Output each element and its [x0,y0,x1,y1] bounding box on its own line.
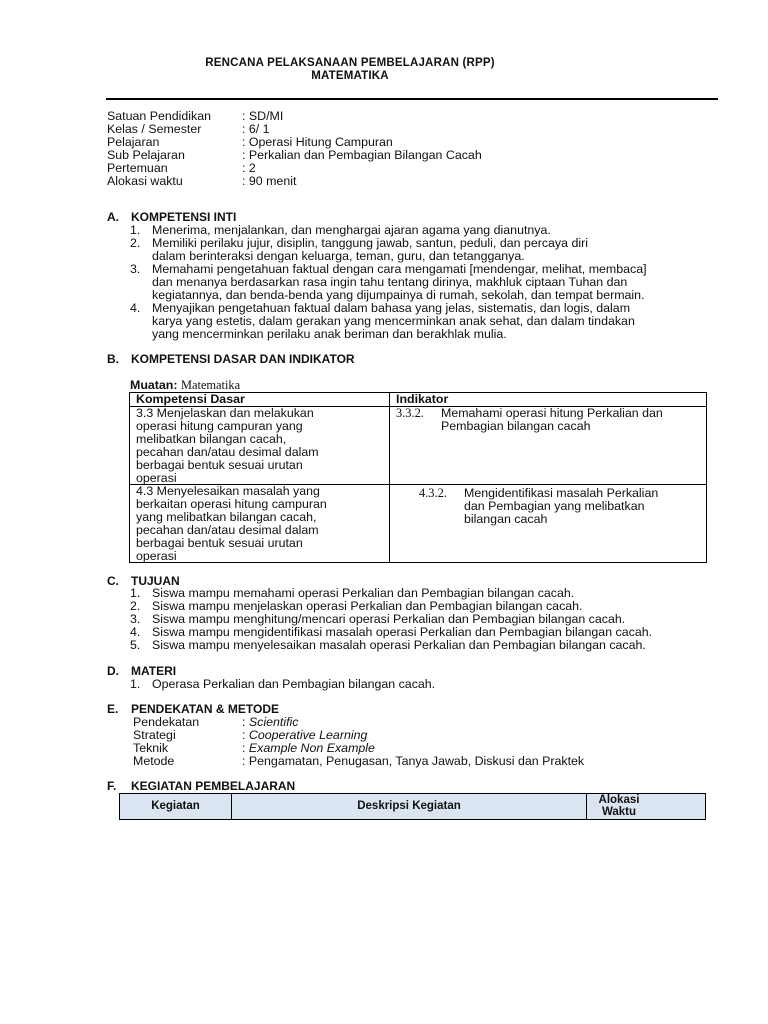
deskripsi-header-label: Deskripsi Kegiatan [357,800,461,812]
identity-label: Sub Pelajaran [107,148,185,162]
identity-row [107,162,707,175]
pendekatan-value-emphasis: Scientific [248,715,299,729]
indikator-row-2-cell [389,484,707,563]
indikator-row-1-text [441,407,663,433]
kd-row-2-cell [129,484,390,563]
muatan-value: Matematika [180,378,241,392]
kd-line: operasi [136,471,177,485]
pendekatan-value-prefix: : [242,728,249,742]
section-letter: F. [107,779,117,793]
identity-row [107,175,707,188]
identity-value: : Operasi Hitung Campuran [242,135,393,149]
identity-value: : Perkalian dan Pembagian Bilangan Cacah [242,148,482,162]
item-number: 4. [130,625,141,639]
kd-row-1-cell [129,406,390,485]
kd-row-1-text [136,407,319,485]
item-text: Siswa mampu memahami operasi Perkalian dan Pembagian bilangan cacah. [152,586,575,600]
kd-line: 3.3 Menjelaskan dan melakukan [136,406,314,420]
indikator-line: Pembagian bilangan cacah [441,419,591,433]
kd-line: pecahan dan/atau desimal dalam [136,445,319,459]
item-text [152,302,715,341]
item-number: 3. [130,262,141,276]
item-number: 2. [130,599,141,613]
kd-line: yang melibatkan bilangan cacah, [136,510,317,524]
item-number: 2. [130,236,141,250]
materi-item [130,678,715,691]
alokasi-header-cell [586,793,706,820]
pendekatan-value [242,755,584,768]
item-text: Siswa mampu menjelaskan operasi Perkalian dan Pembagian bilangan cacah. [152,599,583,613]
identity-value: : 90 menit [242,174,297,188]
item-line: Menerima, menjalankan, dan menghargai ajaran agama yang dianutnya. [152,223,551,237]
identity-value: : 2 [242,161,256,175]
indikator-line: bilangan cacah [464,512,548,526]
item-number: 1. [130,677,141,691]
pendekatan-label: Strategi [133,728,176,742]
item-number: 4. [130,301,141,315]
section-title: KEGIATAN PEMBELAJARAN [131,779,296,793]
kd-line: berbagai bentuk sesuai urutan [136,458,303,472]
indikator-header-label: Indikator [396,392,449,406]
pendekatan-label: Metode [133,754,175,768]
indikator-row-1-num: 3.3.2. [396,406,424,420]
kd-line: berbagai bentuk sesuai urutan [136,536,303,550]
indikator-line: dan Pembagian yang melibatkan [464,499,645,513]
item-text: Siswa mampu menghitung/mencari operasi Perkalian dan Pembagian bilangan cacah. [152,612,626,626]
item-line: yang mencerminkan perilaku anak beriman dan berakhlak mulia. [152,327,507,341]
pendekatan-row [133,755,693,768]
document-subtitle: MATEMATIKA [311,70,389,82]
kompetensi-inti-item [130,302,715,341]
item-number: 1. [130,586,141,600]
section-title: KOMPETENSI INTI [131,210,237,224]
item-text: Siswa mampu mengidentifikasi masalah operasi Perkalian dan Pembagian bilangan cacah. [152,625,653,639]
item-line: Memahami pengetahuan faktual dengan cara mengamati [mendengar, melihat, membaca] [152,262,647,276]
item-number: 1. [130,223,141,237]
indikator-row-2-text [464,487,658,526]
identity-label: Pertemuan [107,161,168,175]
kd-line: operasi hitung campuran yang [136,419,303,433]
section-letter: E. [107,702,119,716]
section-title: MATERI [131,664,177,678]
pendekatan-value-prefix: : [242,715,249,729]
item-line: Memiliki perilaku jujur, disiplin, tanggung jawab, santun, peduli, dan percaya diri [152,236,588,250]
item-text: Siswa mampu menyelesaikan masalah operasi Perkalian dan Pembagian bilangan cacah. [152,638,646,652]
section-title: KOMPETENSI DASAR DAN INDIKATOR [131,352,355,366]
indikator-line: Mengidentifikasi masalah Perkalian [464,486,659,500]
identity-label: Alokasi waktu [107,174,183,188]
item-line: dalam berinteraksi dengan keluarga, teman, guru, dan tetangganya. [152,249,525,263]
header-divider [106,98,718,100]
item-number: 3. [130,612,141,626]
document-title: RENCANA PELAKSANAAN PEMBELAJARAN (RPP) [205,57,495,69]
identity-label: Pelajaran [107,135,160,149]
item-text [152,237,715,263]
pendekatan-value-prefix: : [242,741,249,755]
section-letter: A. [107,210,119,224]
section-title: TUJUAN [131,574,180,588]
kompetensi-inti-item [130,263,715,302]
kd-line: 4.3 Menyelesaikan masalah yang [136,484,320,498]
item-line: Menyajikan pengetahuan faktual dalam bahasa yang jelas, sistematis, dan logis, dalam [152,301,631,315]
muatan-label: Muatan: [130,378,178,392]
item-line: kegiatannya, dan benda-benda yang dijumpainya di rumah, sekolah, dan tempat bermain. [152,288,645,302]
kd-line: pecahan dan/atau desimal dalam [136,523,319,537]
kd-line: berkaitan operasi hitung campuran [136,497,327,511]
identity-value: : 6/ 1 [242,122,270,136]
identity-label: Satuan Pendidikan [107,109,212,123]
identity-value: : SD/MI [242,109,284,123]
item-number: 5. [130,638,141,652]
pendekatan-label: Pendekatan [133,715,200,729]
section-letter: C. [107,574,119,588]
alokasi-header-label: Alokasi [598,794,640,806]
item-text: Operasa Perkalian dan Pembagian bilangan cacah. [152,677,436,691]
identity-label: Kelas / Semester [107,122,202,136]
section-letter: D. [107,664,119,678]
identity-row [107,123,707,136]
indikator-header-cell [389,392,707,407]
section-letter: B. [107,352,119,366]
tujuan-item [130,639,715,652]
identity-row [107,149,707,162]
waktu-header-label: Waktu [601,806,637,818]
section-f-heading [107,780,295,793]
muatan-line [130,379,240,392]
kegiatan-header-cell [119,793,232,820]
indikator-row-1-cell [389,406,707,485]
item-line: karya yang estetis, dalam gerakan yang mencerminkan anak sehat, dan dalam tindakan [152,314,635,328]
indikator-line: Memahami operasi hitung Perkalian dan [441,406,663,420]
kd-header-label: Kompetensi Dasar [136,392,245,406]
section-title: PENDEKATAN & METODE [131,702,280,716]
pendekatan-row [133,716,693,729]
kd-line: melibatkan bilangan cacah, [136,432,287,446]
kd-line: operasi [136,549,177,563]
kd-row-2-text [136,485,327,563]
kd-header-cell [129,392,390,407]
indikator-row-2-num: 4.3.2. [419,486,447,500]
deskripsi-header-cell [231,793,587,820]
pendekatan-value-prefix: : Pengamatan, Penugasan, Tanya Jawab, Diskusi dan Praktek [242,754,585,768]
pendekatan-value-emphasis: Example Non Example [248,741,375,755]
section-b-heading [107,353,355,366]
pendekatan-row [133,729,693,742]
kegiatan-header-label: Kegiatan [151,800,200,812]
item-text [152,263,715,302]
pendekatan-value-emphasis: Cooperative Learning [248,728,368,742]
kompetensi-inti-item [130,237,715,263]
pendekatan-label: Teknik [133,741,169,755]
item-line: dan menanya berdasarkan rasa ingin tahu tentang dirinya, makhluk ciptaan Tuhan dan [152,275,628,289]
